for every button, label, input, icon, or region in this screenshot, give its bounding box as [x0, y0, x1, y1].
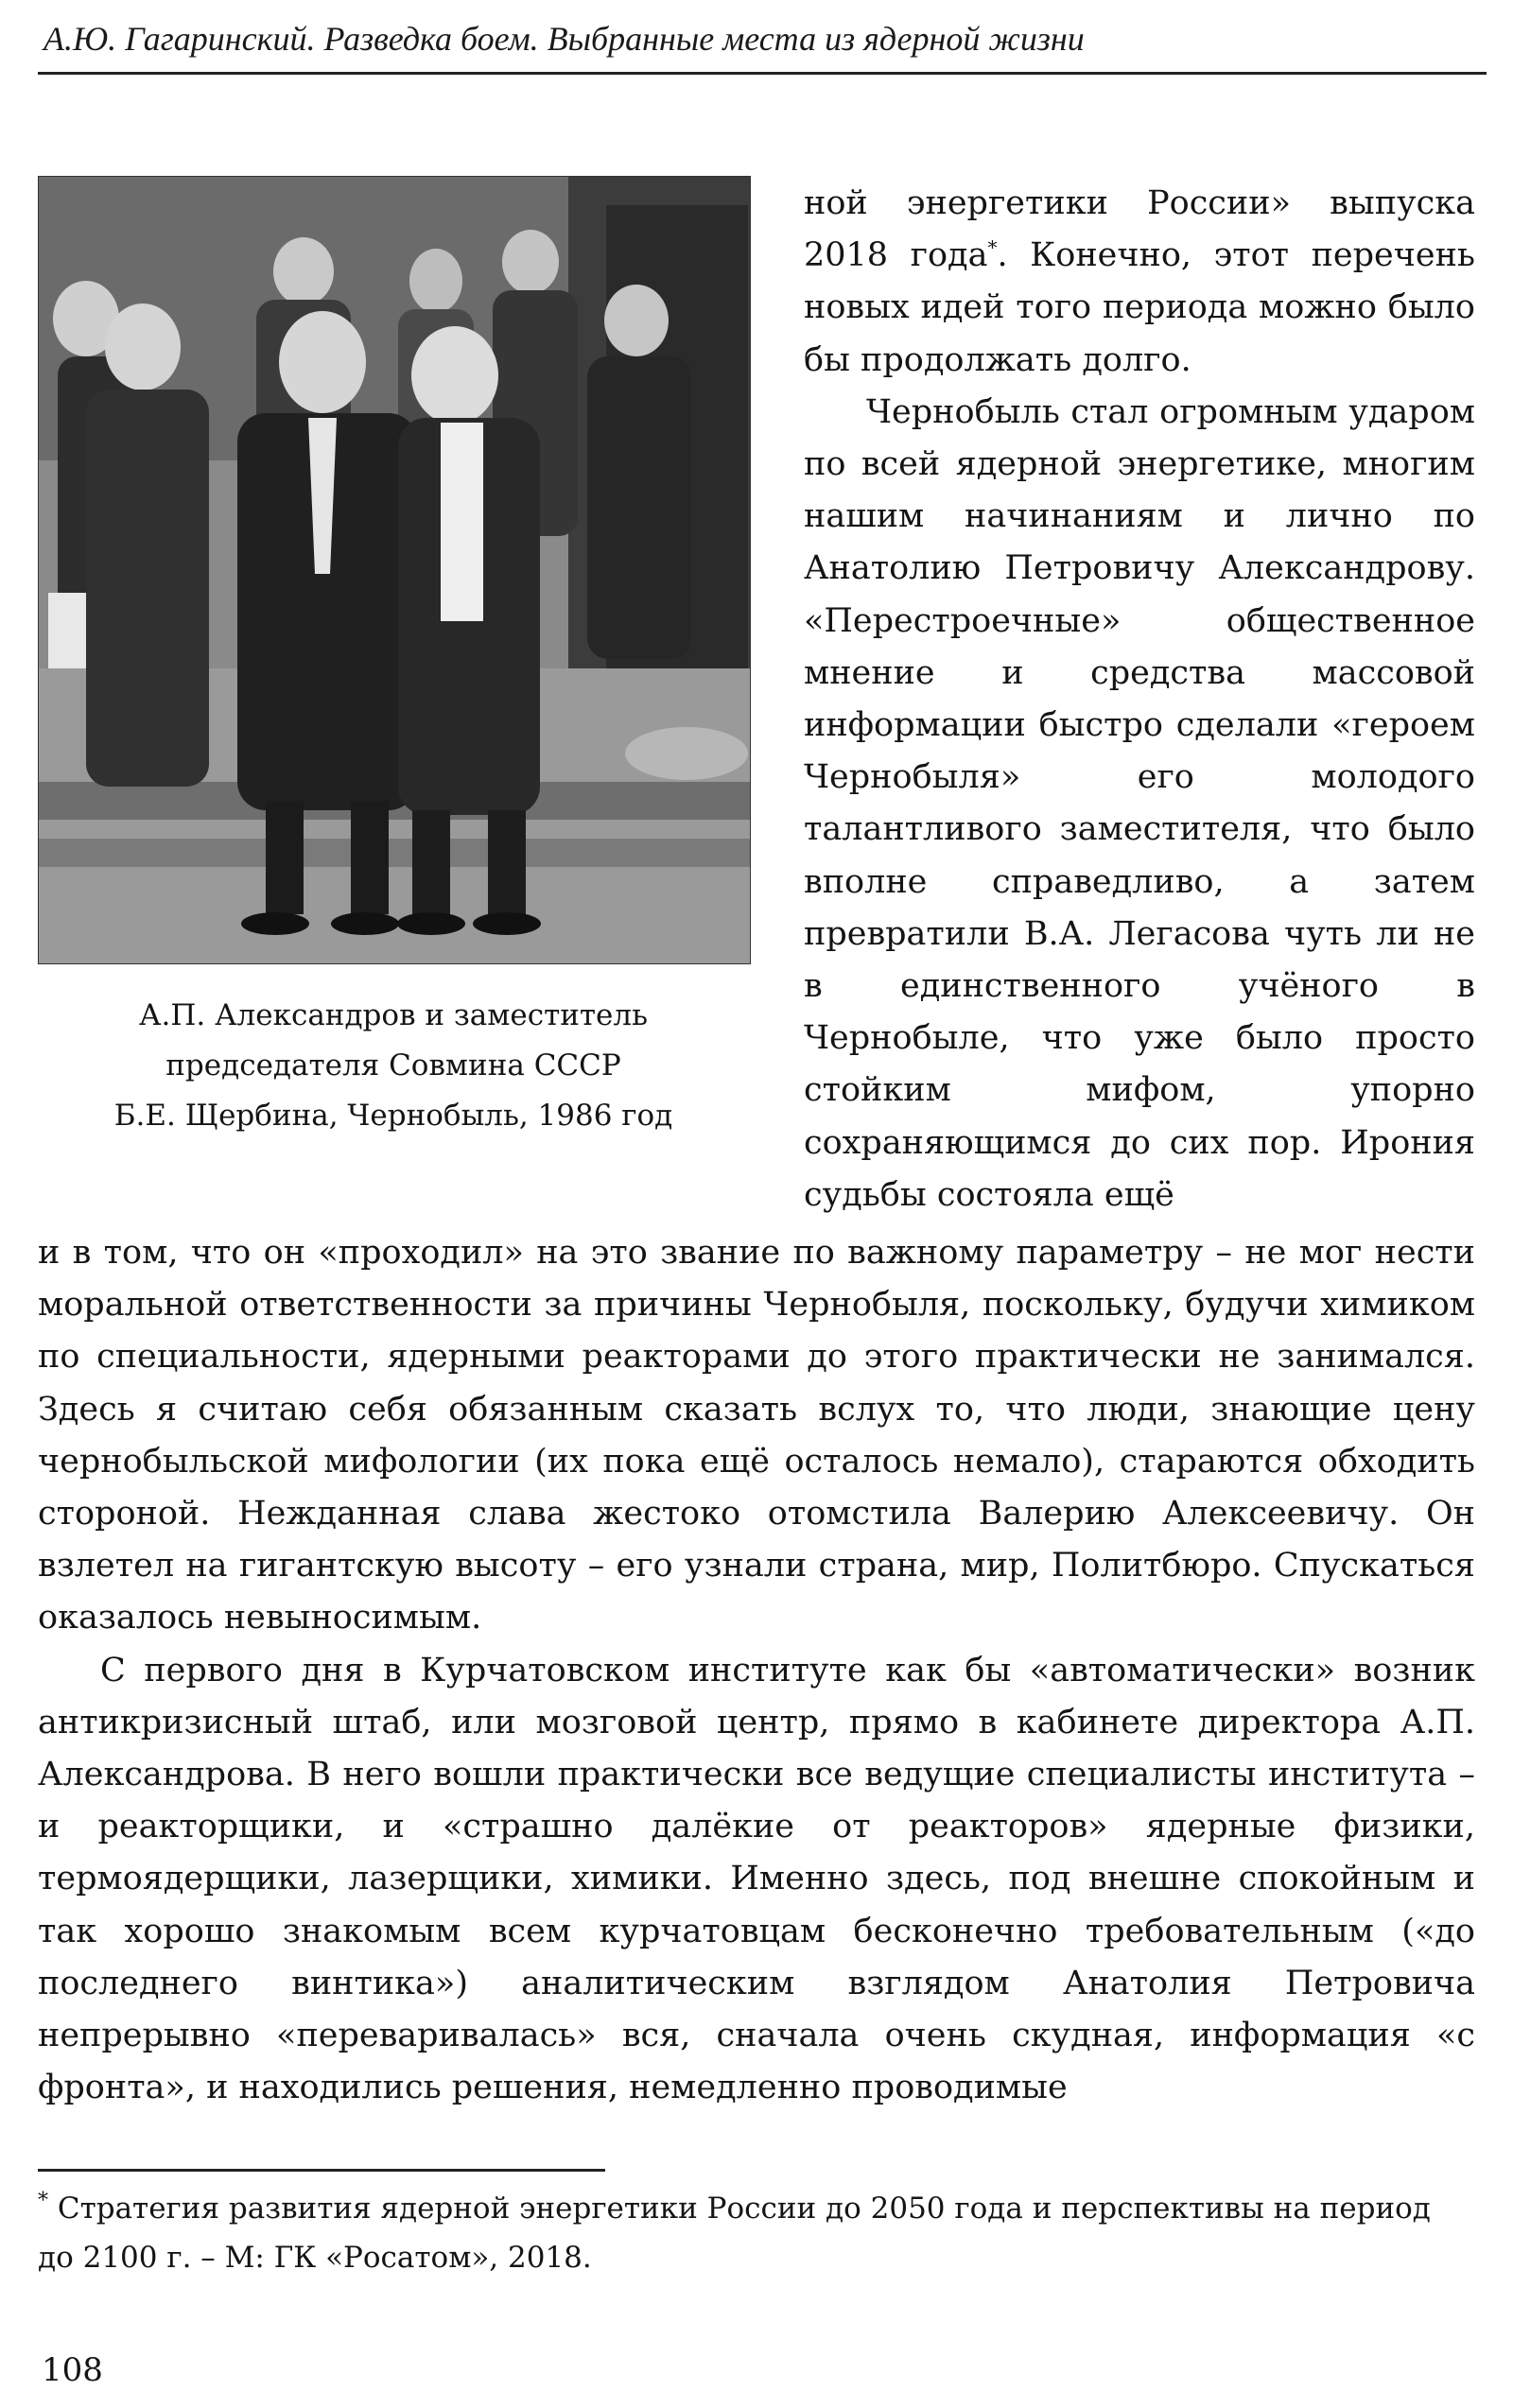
footnote-reference[interactable]: * — [987, 235, 998, 259]
caption-line: Б.Е. Щербина, Чернобыль, 1986 год — [113, 1099, 673, 1133]
archival-photo-icon — [38, 176, 751, 964]
paragraph-text: . Конечно, этот перечень новых идей того периода можно было бы продолжать долго. — [804, 236, 1475, 379]
running-header: А.Ю. Гагаринский. Разведка боем. Выбранные места из ядерной жизни — [43, 20, 1085, 58]
photo-caption — [38, 991, 749, 1141]
footnote-rule — [38, 2169, 605, 2172]
header-rule — [38, 72, 1487, 75]
paragraph: С первого дня в Курчатовском институте как бы «автоматически» возник антикризисный штаб, или мозговой центр, прямо в кабинете директора А.П. Александрова. В него вошли практически все ведущие специалисты института – и реакторщики, и «страшно далёкие от реакторов» ядерные физики, термоядерщики, лазерщики, химики. Именно здесь, под внешне спокойным и так хорошо знакомым всем курчатовцам бесконечно требовательным («до последнего винтика») аналитическим взглядом Анатолия Петровича непрерывно «переваривалась» вся, сначала очень скудная, информация «с фронта», и находились решения, немедленно проводимые — [38, 1651, 1475, 2107]
paragraph-text: ной энергетики России» выпуска 2018 года — [804, 184, 1475, 275]
caption-line: председателя Совмина СССР — [165, 1048, 621, 1083]
right-column-text — [804, 178, 1475, 1221]
paragraph — [804, 178, 1475, 387]
paragraph-continuation: и в том, что он «проходил» на это звание по важному параметру – не мог нести моральной ответственности за причины Чернобыля, поскольку, будучи химиком по специальности, ядерными реакторами до этого практически не занимался. Здесь я считаю себя обязанным сказать вслух то, что люди, знающие цену чернобыльской мифологии (их пока ещё осталось немало), стараются обходить стороной. Нежданная слава жестоко отомстила Валерию Алексеевичу. Он взлетел на гигантскую высоту – его узнали страна, мир, Политбюро. Спускаться оказалось невыносимым. — [38, 1234, 1475, 1637]
footnote-marker: * — [38, 2189, 48, 2213]
paragraph: Чернобыль стал огромным ударом по всей ядерной энергетике, многим нашим начинаниям и лично по Анатолию Петровичу Александрову. «Перестроечные» общественное мнение и средства массовой информации быстро сделали «героем Чернобыля» его молодого талантливого заместителя, что было вполне справедливо, а затем превратили В.А. Легасова чуть ли не в единственного учёного в Чернобыле, что уже было просто стойким мифом, упорно сохраняющимся до сих пор. Ирония судьбы состояла ещё — [804, 392, 1475, 1214]
footnote-text: Стратегия развития ядерной энергетики России до 2050 года и перспективы на период до 2100 г. – М: ГК «Росатом», 2018. — [38, 2191, 1431, 2275]
caption-line: А.П. Александров и заместитель — [139, 998, 648, 1032]
full-width-text — [38, 1227, 1475, 2114]
footnote — [38, 2184, 1475, 2282]
page-number: 108 — [42, 2351, 103, 2389]
